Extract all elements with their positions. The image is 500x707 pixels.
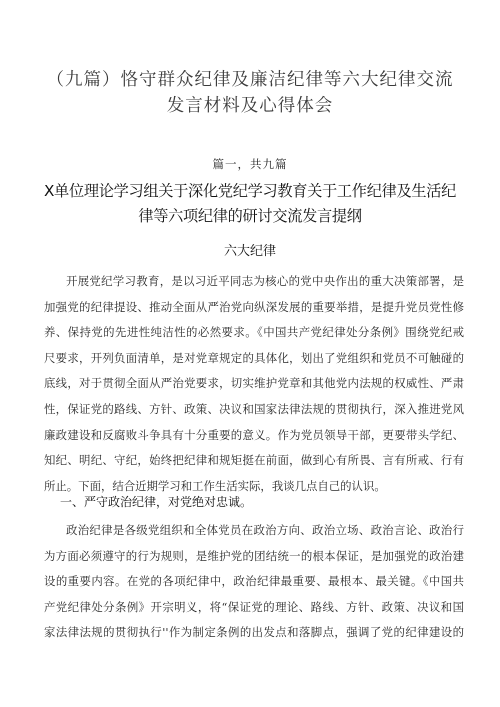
article-headline-line-2: 律等六项纪律的研讨交流发言提纲 [138,207,362,225]
heading-political-discipline: 一、严守政治纪律，对党绝对忠诚。 [60,495,253,509]
paragraph-line: 养、保持党的先进性纯洁性的必然要求。《中国共产党纪律处分条例》围绕党纪戒 [44,325,464,340]
document-title-line-1: （九篇）恪守群众纪律及廉洁纪律等六大纪律交流 [46,70,454,90]
document-title-line-2: 发言材料及心得体会 [166,96,334,116]
paragraph-line: 为方面必须遵守的行为规则，是维护党的团结统一的根本保证，是加强党的政治建 [44,548,464,563]
paragraph-line: 政治纪律是各级党组织和全体党员在政治方向、政治立场、政治言论、政治行 [66,523,464,537]
paragraph-line: 性，保证党的路线、方针、政策、决议和国家法律法规的贯彻执行，深入推进党风 [44,401,464,416]
paragraph-line: 设的重要内容。在党的各项纪律中，政治纪律最重要、最根本、最关键。《中国共 [44,574,464,589]
paragraph-line: 家法律法规的贯彻执行''作为制定条例的出发点和落脚点，强调了党的纪律建设的 [44,625,464,640]
paragraph-line: 尺要求，开列负面清单，是对党章规定的具体化，划出了党组织和党员不可触碰的 [44,350,464,365]
paragraph-line: 加强党的纪律提设、推动全面从严治党向纵深发展的重要举措，是提升党员党性修 [44,299,464,314]
document-subtitle: 篇一，共九篇 [212,157,288,171]
article-headline-line-1: X单位理论学习组关于深化党纪学习教育关于工作纪律及生活纪 [43,182,457,200]
paragraph-line: 知纪、明纪、守纪，始终把纪律和规矩挺在前面，做到心有所畏、言有所戒、行有 [44,453,464,468]
section-title: 六大纪律 [223,244,276,259]
intro-paragraph [44,269,464,499]
paragraph-line: 底线，对于贯彻全面从严治党要求，切实维护党章和其他党内法规的权威性、严肃 [44,376,464,391]
paragraph-line: 所止。下面，结合近期学习和工作生活实际，我谈几点自己的认识。 [44,478,386,493]
paragraph-line: 产党纪律处分条例》开宗明义，将“保证党的理论、路线、方针、政策、决议和国 [44,599,464,614]
political-discipline-paragraph [44,518,464,646]
paragraph-line: 开展党纪学习教育，是以习近平同志为核心的党中央作出的重大决策部署，是 [66,274,464,288]
paragraph-line: 廉政建设和反腐败斗争具有十分重要的意义。作为党员领导干部，更要带头学纪、 [44,427,464,442]
